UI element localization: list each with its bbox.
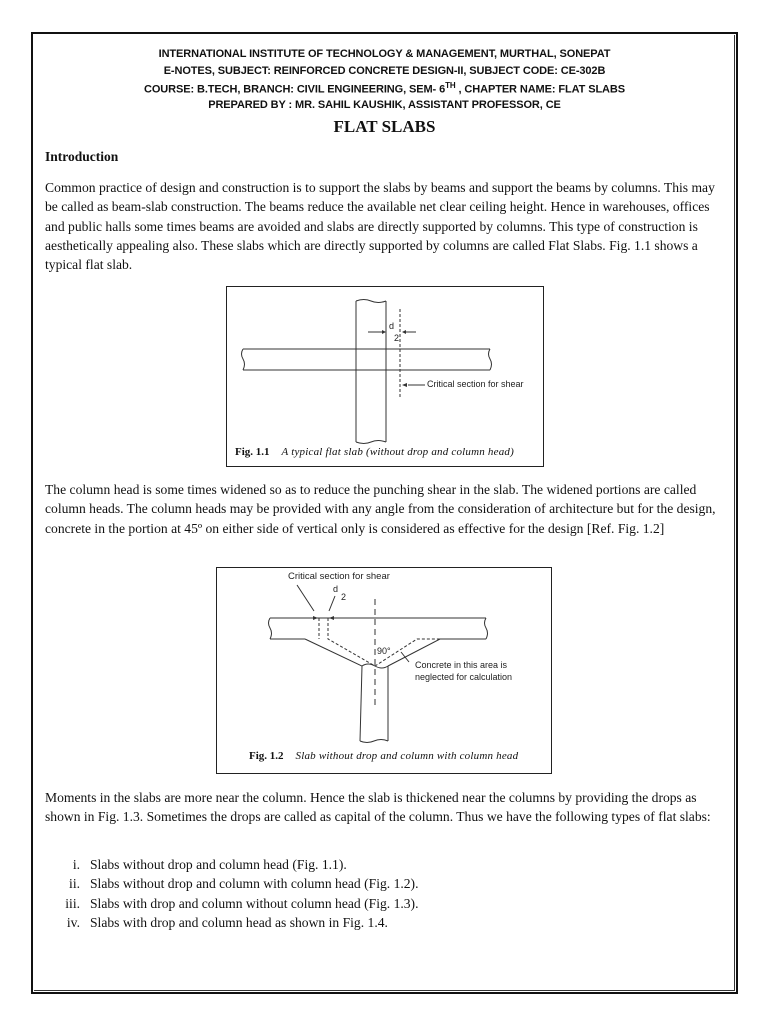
list-item	[45, 913, 418, 932]
institute-name: INTERNATIONAL INSTITUTE OF TECHNOLOGY & MANAGEMENT, MURTHAL, SONEPAT	[158, 48, 611, 60]
flat-slab-diagram	[227, 287, 543, 466]
figure-number: Fig. 1.2	[249, 750, 284, 762]
list-item	[45, 855, 418, 874]
fig2-d-label: d	[333, 584, 339, 594]
fig2-angle-label: 90°	[377, 646, 391, 656]
fig2-critical-label: Critical section for shear	[288, 571, 390, 582]
list-text: Slabs without drop and column head (Fig. 1.1).	[90, 857, 347, 872]
fig2-note-line1: Concrete in this area is	[415, 660, 508, 670]
page-title: FLAT SLABS	[333, 117, 436, 136]
figure-number: Fig. 1.1	[235, 446, 270, 458]
list-text: Slabs with drop and column head as shown in Fig. 1.4.	[90, 914, 388, 930]
figure-1-2	[216, 567, 552, 774]
figure-caption	[235, 446, 514, 458]
list-numeral: iii.	[65, 895, 80, 911]
paragraph-moments: Moments in the slabs are more near the column. Hence the slab is thickened near the columns by providing the drops as shown in Fig. 1.3. Sometimes the drops are called as capital of the column. Thus we have the following types of flat slabs:	[45, 790, 711, 825]
column-head-diagram	[217, 568, 551, 773]
fig1-critical-label: Critical section for shear	[427, 379, 524, 389]
list-item	[45, 874, 418, 893]
chapter-text: , CHAPTER NAME: FLAT SLABS	[455, 83, 625, 96]
fig2-note-line2: neglected for calculation	[415, 672, 513, 682]
fig1-two-label: 2	[394, 333, 400, 343]
prepared-by: PREPARED BY : MR. SAHIL KAUSHIK, ASSISTANT PROFESSOR, CE	[208, 99, 561, 111]
list-item	[45, 894, 418, 913]
subject-line: E-NOTES, SUBJECT: REINFORCED CONCRETE DESIGN-II, SUBJECT CODE: CE-302B	[163, 65, 606, 77]
list-numeral: ii.	[69, 876, 80, 892]
list-numeral: i.	[72, 857, 80, 872]
figure-caption-text: Slab without drop and column with column head	[295, 750, 519, 762]
list-numeral: iv.	[66, 914, 80, 930]
fig1-d-label: d	[389, 321, 395, 331]
flat-slab-types-list	[45, 855, 418, 932]
course-text: COURSE: B.TECH, BRANCH: CIVIL ENGINEERING, SEM- 6	[144, 83, 446, 96]
figure-caption	[249, 750, 518, 762]
sem-suffix: TH	[445, 81, 456, 90]
fig2-two-label: 2	[341, 592, 347, 602]
figure-caption-text: A typical flat slab (without drop and column head)	[281, 446, 514, 458]
list-text: Slabs without drop and column with column head (Fig. 1.2).	[90, 876, 419, 892]
figure-1-1	[226, 286, 544, 467]
paragraph-column-head: The column head is some times widened so as to reduce the punching shear in the slab. The widened portions are called column heads. The column heads may be provided with any angle from the consideration of architecture but for the design, concrete in the portion at 45º on either side of vertical only is considered as effective for the design [Ref. Fig. 1.2]	[45, 482, 716, 536]
paragraph-intro: Common practice of design and construction is to support the slabs by beams and support the beams by columns. This may be called as beam-slab construction. The beams reduce the available net clear ceiling height. Hence in warehouses, offices and public halls some times beams are avoided and slabs are directly supported by columns. This type of construction is aesthetically appealing also. These slabs which are directly supported by columns are called Flat Slabs. Fig. 1.1 shows a typical flat slab.	[45, 180, 715, 273]
course-line	[31, 81, 738, 96]
list-text: Slabs with drop and column without column head (Fig. 1.3).	[90, 895, 419, 911]
section-heading: Introduction	[45, 149, 119, 164]
